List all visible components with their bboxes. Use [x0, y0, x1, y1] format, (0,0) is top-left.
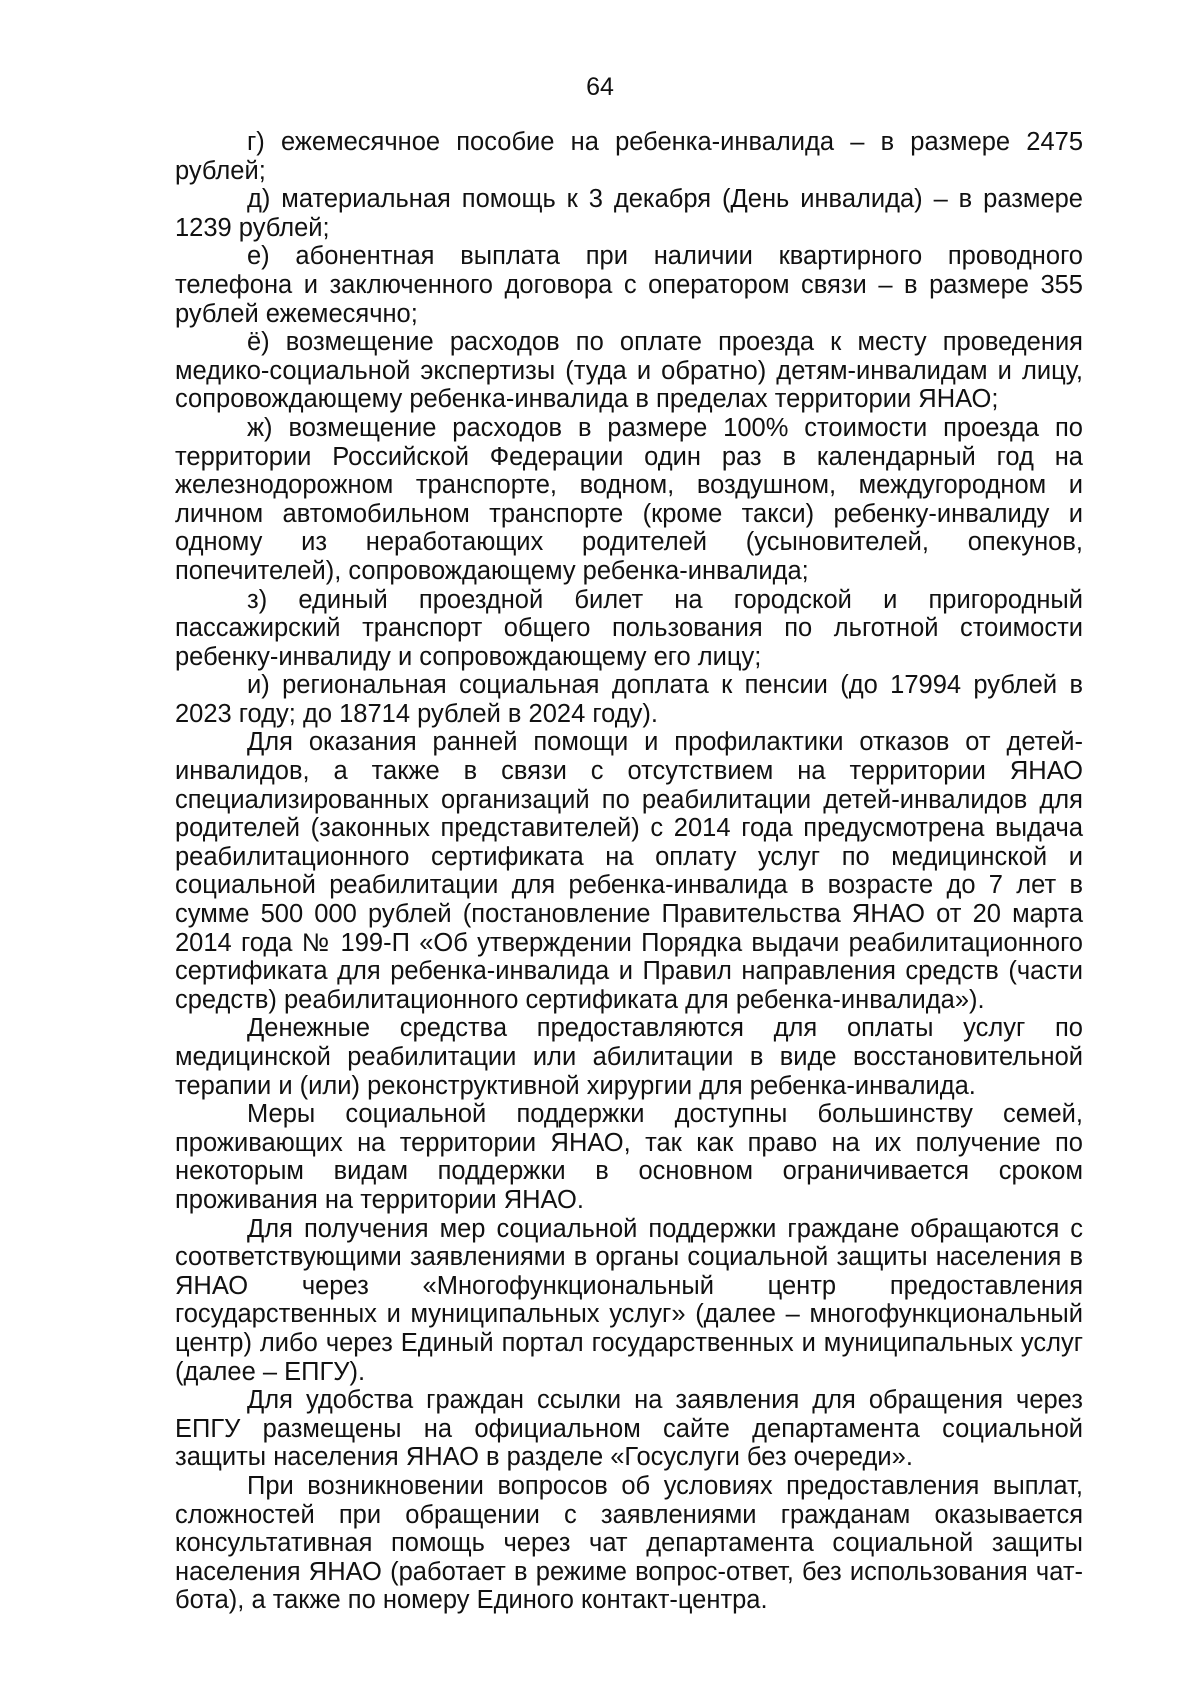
- document-body: [175, 128, 1083, 1615]
- paragraph-rehabilitation-certificate: Для оказания ранней помощи и профилактики отказов от детей-инвалидов, а также в связи с отсутствием на территории ЯНАО специализированных организаций по реабилитации детей-инвалидов для родителей (законных представителей) с 2014 года предусмотрена выдача реабилитационного сертификата на оплату услуг по медицинской и социальной реабилитации для ребенка-инвалида в возрасте до 7 лет в сумме 500 000 рублей (постановление Правительства ЯНАО от 20 марта 2014 года № 199-П «Об утверждении Порядка выдачи реабилитационного сертификата для ребенка-инвалида и Правил направления средств (части средств) реабилитационного сертификата для ребенка-инвалида»).: [175, 728, 1083, 1014]
- paragraph-material-aid: д) материальная помощь к 3 декабря (День инвалида) – в размере 1239 рублей;: [175, 185, 1083, 242]
- paragraph-how-to-apply: Для получения мер социальной поддержки граждане обращаются с соответствующими заявлениями в органы социальной защиты населения в ЯНАО через «Многофункциональный центр предоставления государственных и муниципальных услуг» (далее – многофункциональный центр) либо через Единый портал государственных и муниципальных услуг (далее – ЕПГУ).: [175, 1214, 1083, 1386]
- paragraph-travel-reimbursement: ж) возмещение расходов в размере 100% стоимости проезда по территории Российской Федерации один раз в календарный год на железнодорожном транспорте, водном, воздушном, междугородном и личном автомобильном транспорте (кроме такси) ребенку-инвалиду и одному из неработающих родителей (усыновителей, опекунов, попечителей), сопровождающему ребенка-инвалида;: [175, 413, 1083, 585]
- paragraph-allowance-disabled-child: г) ежемесячное пособие на ребенка-инвалида – в размере 2475 рублей;: [175, 128, 1083, 185]
- page-number: 64: [586, 73, 614, 101]
- paragraph-support-availability: Меры социальной поддержки доступны большинству семей, проживающих на территории ЯНАО, так как право на их получение по некоторым видам поддержки в основном ограничивается сроком проживания на территории ЯНАО.: [175, 1100, 1083, 1214]
- paragraph-epgu-links: Для удобства граждан ссылки на заявления для обращения через ЕПГУ размещены на официальном сайте департамента социальной защиты населения ЯНАО в разделе «Госуслуги без очереди».: [175, 1386, 1083, 1472]
- paragraph-pension-supplement: и) региональная социальная доплата к пенсии (до 17994 рублей в 2023 году; до 18714 рублей в 2024 году).: [175, 671, 1083, 728]
- paragraph-travel-medical-examination: ё) возмещение расходов по оплате проезда к месту проведения медико-социальной экспертизы (туда и обратно) детям-инвалидам и лицу, сопровождающему ребенка-инвалида в пределах территории ЯНАО;: [175, 328, 1083, 414]
- paragraph-telephone-payment: е) абонентная выплата при наличии квартирного проводного телефона и заключенного договора с оператором связи – в размере 355 рублей ежемесячно;: [175, 242, 1083, 328]
- paragraph-transport-ticket: з) единый проездной билет на городской и пригородный пассажирский транспорт общего пользования по льготной стоимости ребенку-инвалиду и сопровождающему его лицу;: [175, 585, 1083, 671]
- paragraph-consultation: При возникновении вопросов об условиях предоставления выплат, сложностей при обращении с заявлениями гражданам оказывается консультативная помощь через чат департамента социальной защиты населения ЯНАО (работает в режиме вопрос-ответ, без использования чат-бота), а также по номеру Единого контакт-центра.: [175, 1471, 1083, 1615]
- paragraph-funds-usage: Денежные средства предоставляются для оплаты услуг по медицинской реабилитации или абилитации в виде восстановительной терапии и (или) реконструктивной хирургии для ребенка-инвалида.: [175, 1014, 1083, 1100]
